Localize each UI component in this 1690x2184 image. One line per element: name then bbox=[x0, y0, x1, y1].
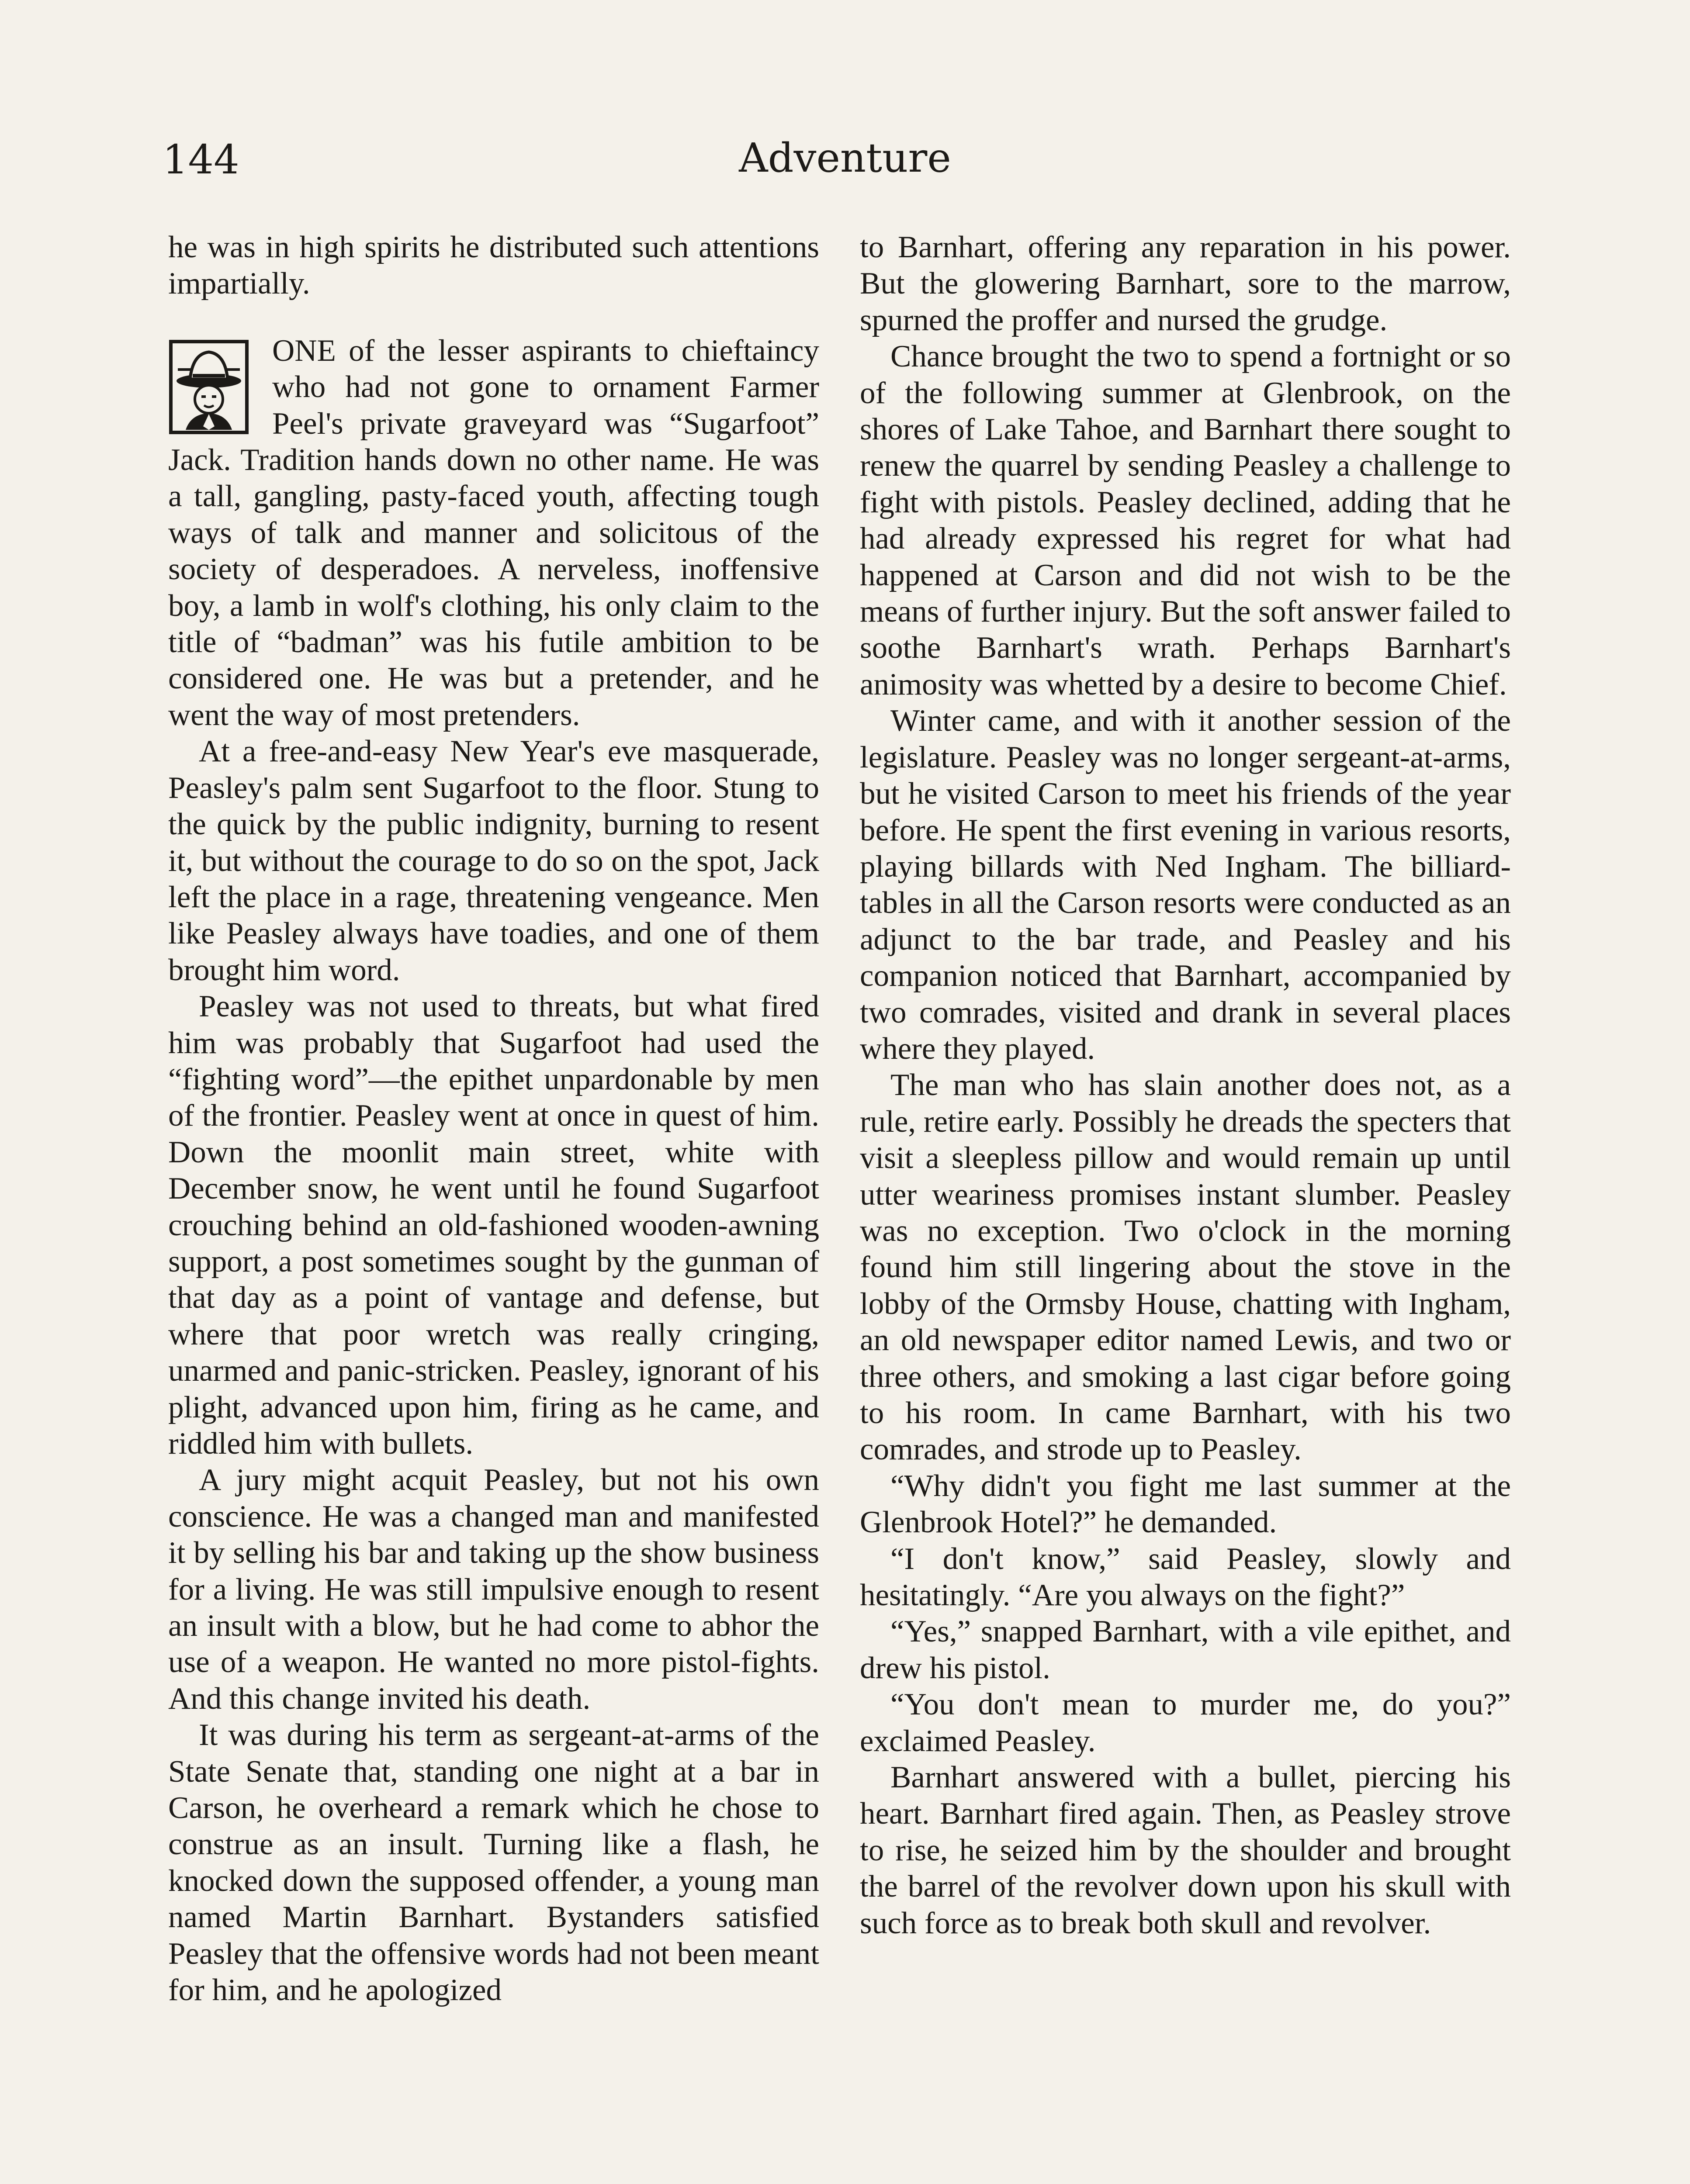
paragraph: Chance brought the two to spend a fortnight or so of the following summer at Glenbrook, on the shores of Lake Tahoe, and Barnhart there sought to renew the quarrel by sending Peasley a challenge to fight with pistols. Peasley declined, adding that he had already expressed his regret for what had happened at Carson and did not wish to be the means of further injury. But the soft answer failed to soothe Barnhart's wrath. Perhaps Barnhart's animosity was whetted by a desire to become Chief. bbox=[860, 339, 1511, 702]
paragraph: A jury might acquit Peasley, but not his own conscience. He was a changed man and manifested it by selling his bar and taking up the show business for a living. He was still impulsive enough to resent an insult with a blow, but he had come to abhor the use of a weapon. He wanted no more pistol-fights. And this change invited his death. bbox=[168, 1463, 819, 1716]
section-opening-paragraph bbox=[168, 333, 819, 733]
left-column bbox=[168, 229, 819, 2009]
paragraph: Winter came, and with it another session of the legislature. Peasley was no longer sergeant-at-arms, but he visited Carson to meet his friends of the year before. He spent the first evening in various resorts, playing billards with Ned Ingham. The billiard-tables in all the Carson resorts were conducted as an adjunct to the bar trade, and Peasley and his companion noticed that Barnhart, accompanied by two comrades, visited and drank in several places where they played. bbox=[860, 704, 1511, 1066]
paragraph: “Yes,” snapped Barnhart, with a vile epithet, and drew his pistol. bbox=[860, 1614, 1511, 1685]
paragraph: Peasley was not used to threats, but what fired him was probably that Sugarfoot had used the “fighting word”—the epithet unpardonable by men of the frontier. Peasley went at once in quest of him. Down the moonlit main street, white with December snow, he went until he found Sugarfoot crouching behind an old-fashioned wooden-awning support, a post sometimes sought by the gunman of that day as a point of vantage and defense, but where that poor wretch was really cringing, unarmed and panic-stricken. Peasley, ignorant of his plight, advanced upon him, firing as he came, and riddled him with bullets. bbox=[168, 989, 819, 1461]
right-column bbox=[860, 229, 1511, 1942]
paragraph: Barnhart answered with a bullet, piercing his heart. Barnhart fired again. Then, as Peasley strove to rise, he seized him by the shoulder and brought the barrel of the revolver down upon his skull with such force as to break both skull and revolver. bbox=[860, 1760, 1511, 1940]
running-head-title: Adventure bbox=[739, 135, 951, 181]
paragraph: to Barnhart, offering any reparation in his power. But the glowering Barnhart, sore to the marrow, spurned the proffer and nursed the grudge. bbox=[860, 230, 1511, 337]
paragraph: The man who has slain another does not, as a rule, retire early. Possibly he dreads the specters that visit a sleepless pillow and would remain up until utter weariness promises instant slumber. Peasley was no exception. Two o'clock in the morning found him still lingering about the stove in the lobby of the Ormsby House, chatting with Ingham, an old newspaper editor named Lewis, and two or three others, and smoking a last cigar before going to his room. In came Barnhart, with his two comrades, and strode up to Peasley. bbox=[860, 1068, 1511, 1467]
paragraph: “I don't know,” said Peasley, slowly and hesitatingly. “Are you always on the fight?” bbox=[860, 1541, 1511, 1613]
section-opening-text: ONE of the lesser aspirants to chieftaincy who had not gone to ornament Farmer Peel's private graveyard was “Sugarfoot” Jack. Tradition hands down no other name. He was a tall, gangling, pasty-faced youth, affecting tough ways of talk and manner and solicitous of the society of desperadoes. A nerveless, inoffensive boy, a lamb in wolf's clothing, his only claim to the title of “badman” was his futile ambition to be considered one. He was but a pretender, and he went the way of most pretenders. bbox=[168, 333, 819, 732]
paragraph: he was in high spirits he distributed such attentions impartially. bbox=[168, 230, 819, 301]
paragraph: “You don't mean to murder me, do you?” exclaimed Peasley. bbox=[860, 1687, 1511, 1758]
paragraph: It was during his term as sergeant-at-arms of the State Senate that, standing one night at a bar in Carson, he overheard a remark which he chose to construe as an insult. Turning like a flash, he knocked down the supposed offender, a young man named Martin Barnhart. Bystanders satisfied Peasley that the offensive words had not been meant for him, and he apologized bbox=[168, 1718, 819, 2008]
paragraph: At a free-and-easy New Year's eve masquerade, Peasley's palm sent Sugarfoot to the floor. Stung to the quick by the public indignity, burning to resent it, but without the courage to do so on the spot, Jack left the place in a rage, threatening vengeance. Men like Peasley always have toadies, and one of them brought him word. bbox=[168, 734, 819, 987]
cowboy-portrait-icon bbox=[168, 339, 249, 435]
paragraph: “Why didn't you fight me last summer at the Glenbrook Hotel?” he demanded. bbox=[860, 1469, 1511, 1540]
page-number: 144 bbox=[163, 136, 239, 183]
